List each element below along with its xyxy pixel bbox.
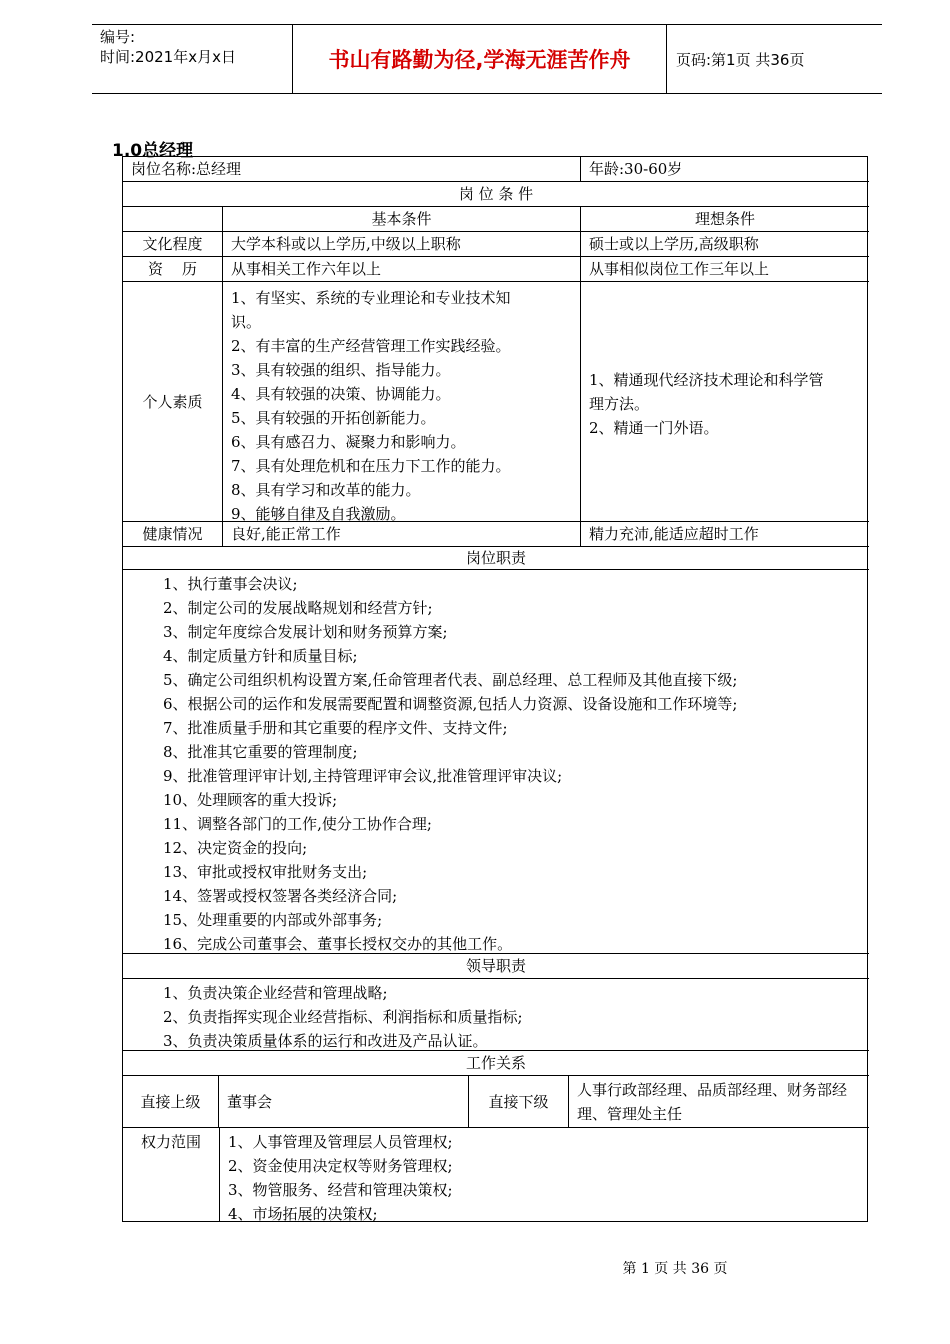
- list-item: 1、有坚实、系统的专业理论和专业技术知: [231, 289, 511, 307]
- header-page-label: 页码:第1页 共36页: [676, 50, 805, 69]
- job-description-table: [122, 156, 868, 1222]
- experience-ideal: 从事相似岗位工作三年以上: [589, 260, 770, 278]
- relations-heading: 工作关系: [465, 1054, 526, 1072]
- education-basic: 大学本科或以上学历,中级以上职称: [231, 235, 461, 253]
- list-item: 10、处理顾客的重大投诉;: [163, 791, 338, 809]
- health-ideal: 精力充沛,能适应超时工作: [589, 525, 759, 543]
- list-item: 9、批准管理评审计划,主持管理评审会议,批准管理评审决议;: [163, 767, 563, 785]
- table-row: [123, 570, 869, 954]
- subordinate-label: 直接下级: [488, 1092, 549, 1111]
- header-meta: [100, 27, 236, 67]
- table-row: [123, 207, 869, 232]
- leadership-list: [163, 981, 863, 1053]
- list-item: 3、具有较强的组织、指导能力。: [231, 361, 451, 379]
- list-item: 理方法。: [589, 395, 650, 413]
- superior-label: 直接上级: [140, 1092, 201, 1111]
- page-footer: [0, 1258, 950, 1278]
- education-label: 文化程度: [142, 235, 203, 253]
- experience-label: 资 历: [147, 260, 198, 278]
- table-row: [123, 522, 869, 547]
- list-item: 6、根据公司的运作和发展需要配置和调整资源,包括人力资源、设备设施和工作环境等;: [163, 695, 738, 713]
- personal-label: 个人素质: [142, 392, 203, 411]
- table-row: [123, 182, 869, 207]
- list-item: 2、制定公司的发展战略规划和经营方针;: [163, 599, 433, 617]
- leadership-heading: 领导职责: [465, 957, 526, 975]
- list-item: 5、具有较强的开拓创新能力。: [231, 409, 436, 427]
- superior-value: 董事会: [227, 1092, 273, 1111]
- table-row: [123, 1076, 869, 1128]
- authority-list: [228, 1130, 863, 1226]
- table-row: [123, 232, 869, 257]
- list-item: 2、精通一门外语。: [589, 419, 719, 437]
- table-row: [123, 1128, 869, 1222]
- position-name: 岗位名称:总经理: [131, 160, 242, 178]
- list-item: 5、确定公司组织机构设置方案,任命管理者代表、副总经理、总工程师及其他直接下级;: [163, 671, 738, 689]
- table-row: [123, 157, 869, 182]
- list-item: 4、具有较强的决策、协调能力。: [231, 385, 451, 403]
- table-row: [123, 282, 869, 522]
- header-motto: 书山有路勤为径,学海无涯苦作舟: [292, 25, 667, 93]
- education-ideal: 硕士或以上学历,高级职称: [589, 235, 759, 253]
- list-item: 2、资金使用决定权等财务管理权;: [228, 1157, 453, 1175]
- number-label: 编号:: [100, 28, 136, 46]
- basic-heading: 基本条件: [371, 210, 432, 228]
- authority-label: 权力范围: [140, 1133, 201, 1151]
- list-item: 4、市场拓展的决策权;: [228, 1205, 378, 1223]
- duties-list: [163, 572, 863, 956]
- list-item: 3、物管服务、经营和管理决策权;: [228, 1181, 453, 1199]
- page-header: [92, 24, 882, 94]
- ideal-heading: 理想条件: [694, 210, 755, 228]
- list-item: 7、批准质量手册和其它重要的程序文件、支持文件;: [163, 719, 508, 737]
- list-item: 识。: [231, 313, 262, 331]
- personal-basic-list: [231, 286, 574, 526]
- age-range: 年龄:30-60岁: [589, 160, 683, 178]
- list-item: 14、签署或授权签署各类经济合同;: [163, 887, 398, 905]
- list-item: 11、调整各部门的工作,使分工协作合理;: [163, 815, 432, 833]
- list-item: 1、负责决策企业经营和管理战略;: [163, 984, 388, 1002]
- section-title: 1.0总经理: [112, 141, 194, 161]
- duties-heading: 岗位职责: [465, 549, 526, 567]
- list-item: 7、具有处理危机和在压力下工作的能力。: [231, 457, 511, 475]
- list-item: 13、审批或授权审批财务支出;: [163, 863, 368, 881]
- list-item: 16、完成公司董事会、董事长授权交办的其他工作。: [163, 935, 513, 953]
- health-label: 健康情况: [142, 525, 203, 543]
- table-row: [123, 1051, 869, 1076]
- footer-page-number: 第 1 页 共 36 页: [622, 1261, 728, 1277]
- list-item: 8、具有学习和改革的能力。: [231, 481, 421, 499]
- list-item: 3、制定年度综合发展计划和财务预算方案;: [163, 623, 448, 641]
- table-row: [123, 257, 869, 282]
- list-item: 1、精通现代经济技术理论和科学管: [589, 371, 824, 389]
- table-row: [123, 954, 869, 979]
- list-item: 15、处理重要的内部或外部事务;: [163, 911, 383, 929]
- list-item: 9、能够自律及自我激励。: [231, 505, 406, 523]
- list-item: 2、有丰富的生产经营管理工作实践经验。: [231, 337, 511, 355]
- table-row: [123, 979, 869, 1051]
- list-item: 8、批准其它重要的管理制度;: [163, 743, 358, 761]
- list-item: 6、具有感召力、凝聚力和影响力。: [231, 433, 466, 451]
- personal-ideal-list: [589, 368, 863, 440]
- time-label: 时间:2021年x月x日: [100, 48, 236, 66]
- list-item: 12、决定资金的投向;: [163, 839, 308, 857]
- subordinate-value: 人事行政部经理、品质部经理、财务部经理、管理处主任: [577, 1080, 848, 1123]
- list-item: 1、执行董事会决议;: [163, 575, 298, 593]
- conditions-heading: 岗 位 条 件: [458, 185, 534, 203]
- list-item: 3、负责决策质量体系的运行和改进及产品认证。: [163, 1032, 488, 1050]
- table-row: [123, 547, 869, 570]
- list-item: 4、制定质量方针和质量目标;: [163, 647, 358, 665]
- health-basic: 良好,能正常工作: [231, 525, 341, 543]
- list-item: 1、人事管理及管理层人员管理权;: [228, 1133, 453, 1151]
- experience-basic: 从事相关工作六年以上: [231, 260, 382, 278]
- list-item: 2、负责指挥实现企业经营指标、利润指标和质量指标;: [163, 1008, 523, 1026]
